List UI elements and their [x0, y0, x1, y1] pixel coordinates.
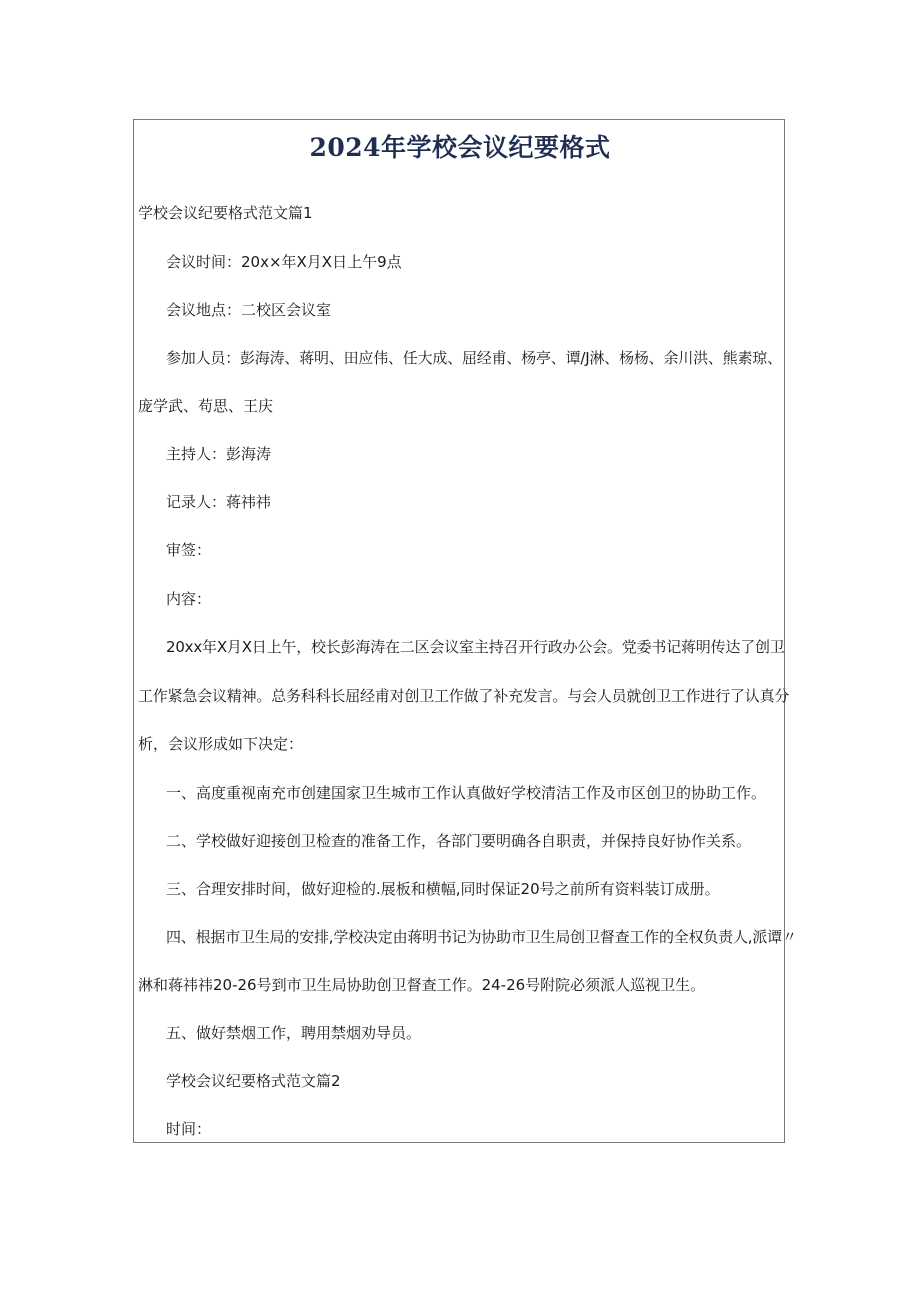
document-title: 2024年学校会议纪要格式	[309, 133, 611, 162]
paragraph-line-3: 析，会议形成如下决定：	[138, 735, 304, 753]
decision-item-1: 一、高度重视南充市创建国家卫生城市工作认真做好学校清洁工作及市区创卫的协助工作。	[166, 784, 767, 802]
paragraph-line-2: 工作紧急会议精神。总务科科长屈经甫对创卫工作做了补充发言。与会人员就创卫工作进行了认真分	[138, 687, 790, 705]
content-label: 内容：	[166, 590, 212, 608]
decision-item-3: 三、合理安排时间，做好迎检的.展板和横幅,同时保证20号之前所有资料装订成册。	[166, 880, 720, 898]
decision-item-2: 二、学校做好迎接创卫检查的准备工作，各部门要明确各自职责，并保持良好协作关系。	[166, 832, 752, 850]
decision-item-4-line-2: 淋和蒋祎祎20-26号到市卫生局协助创卫督查工作。24-26号附院必须派人巡视卫生。	[138, 976, 706, 994]
meeting-place: 会议地点：二校区会议室	[166, 301, 332, 319]
section-heading-1: 学校会议纪要格式范文篇1	[138, 204, 313, 222]
decision-item-4-line-1: 四、根据市卫生局的安排,学校决定由蒋明书记为协助市卫生局创卫督查工作的全权负责人,派谭〃	[166, 928, 797, 946]
section-heading-2: 学校会议纪要格式范文篇2	[166, 1072, 341, 1090]
attendees-line-1: 参加人员：彭海涛、蒋明、田应伟、任大成、屈经甫、杨亭、谭/J淋、杨杨、余川洪、熊素琼、	[166, 349, 782, 367]
review-signoff: 审签：	[166, 541, 212, 559]
decision-item-5: 五、做好禁烟工作，聘用禁烟劝导员。	[166, 1024, 422, 1042]
section-2-time: 时间：	[166, 1120, 212, 1138]
paragraph-line-1: 20xx年X月X日上午，校长彭海涛在二区会议室主持召开行政办公会。党委书记蒋明传达了创卫	[166, 638, 785, 656]
meeting-recorder: 记录人：蒋祎祎	[166, 493, 272, 511]
attendees-line-2: 庞学武、苟思、王庆	[138, 397, 274, 415]
meeting-time: 会议时间：20x×年X月X日上午9点	[166, 253, 402, 271]
meeting-host: 主持人：彭海涛	[166, 445, 272, 463]
